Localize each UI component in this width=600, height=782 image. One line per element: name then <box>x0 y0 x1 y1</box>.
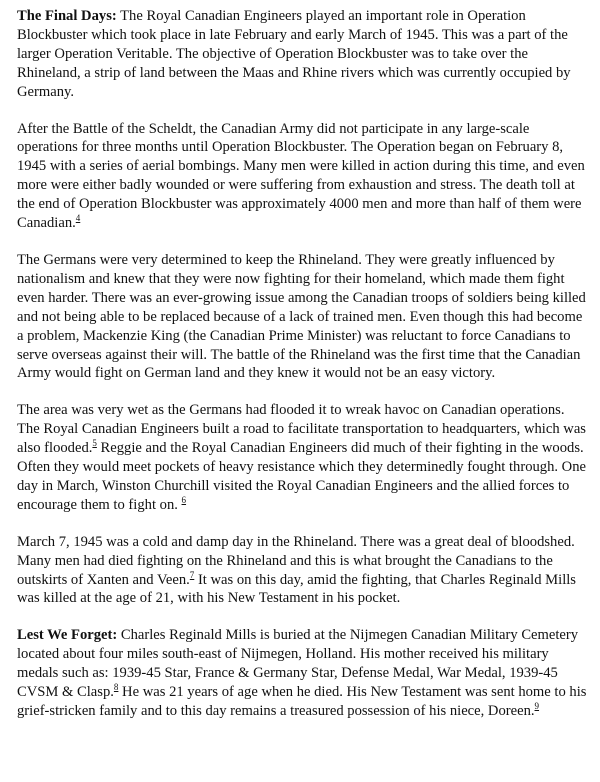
footnote-ref[interactable]: 4 <box>75 213 81 224</box>
paragraph-march-7 <box>17 533 589 609</box>
paragraph-text: The area was very wet as the Germans had flooded it to wreak havoc on Canadian operations. The Royal Canadian Engineers built a road to facilitate transportation to headquarters, which was also flooded. <box>17 402 586 457</box>
paragraph-text: The Germans were very determined to keep the Rhineland. They were greatly influenced by nationalism and knew that they were now fighting for their homeland, which made them fight even harder. There was an ever-growing issue among the Canadian troops of soldiers being killed and not being able to be replaced because of a lack of trained men. Even though this had become a problem, Mackenzie King (the Canadian Prime Minister) was reluctant to force Canadians to serve overseas against their will. The battle of the Rhineland was the first time that the Canadian Army would fight on German land and they knew it would not be an easy victory. <box>17 251 586 382</box>
paragraph-text: It was on this day, amid the fighting, that Charles Reginald Mills was killed at the age of 21, with his New Testament in his pocket. <box>17 571 576 607</box>
paragraph-lest-we-forget <box>17 626 589 721</box>
footnote-ref[interactable]: 7 <box>189 569 195 580</box>
paragraph-text: The Royal Canadian Engineers played an important role in Operation Blockbuster which took place in late February and early March of 1945. This was a part of the larger Operation Veritable. The objective of Operation Blockbuster was to take over the Rhineland, a strip of land between the Maas and Rhine rivers which was currently occupied by Germany. <box>17 8 571 100</box>
footnote-ref[interactable]: 9 <box>534 701 540 712</box>
paragraph-text: Reggie and the Royal Canadian Engineers did much of their fighting in the woods. Often they would meet pockets of heavy resistance which they determinedly fought through. One day in March, Winston Churchill visited the Royal Canadian Engineers and the allied forces to encourage them to fight on. <box>17 440 586 513</box>
paragraph-scheldt <box>17 120 589 233</box>
paragraph-text: March 7, 1945 was a cold and damp day in the Rhineland. There was a great deal of bloodshed. Many men had died fighting on the Rhineland and this is what brought the Canadians to the outskirts of Xanten and Veen. <box>17 533 575 588</box>
document-page <box>17 7 589 721</box>
section-heading: The Final Days: <box>17 8 117 24</box>
paragraph-text: After the Battle of the Scheldt, the Canadian Army did not participate in any large-scale operations for three months until Operation Blockbuster. The Operation began on February 8, 1945 with a series of aerial bombings. Many men were killed in action during this time, and even more were either badly wounded or were suffering from exhaustion and stress. The death toll at the end of Operation Blockbuster was approximately 4000 men and more than half of them were Canadian. <box>17 120 585 232</box>
paragraph-text: Charles Reginald Mills is buried at the Nijmegen Canadian Military Cemetery located about four miles south-east of Nijmegen, Holland. His mother received his military medals such as: 1939-45 Star, France & Germany Star, Defense Medal, War Medal, 1939-45 CVSM & Clasp. <box>17 627 579 701</box>
section-heading: Lest We Forget: <box>17 627 118 644</box>
paragraph-flooded <box>17 401 589 514</box>
footnote-ref[interactable]: 5 <box>92 438 97 449</box>
paragraph-germans <box>17 251 589 383</box>
paragraph-final-days <box>17 7 589 102</box>
footnote-ref[interactable]: 6 <box>181 494 187 505</box>
paragraph-text: He was 21 years of age when he died. His New Testament was sent home to his grief-stricken family and to this day remains a treasured possession of his niece, Doreen. <box>17 684 587 719</box>
footnote-ref[interactable]: 8 <box>113 682 119 693</box>
